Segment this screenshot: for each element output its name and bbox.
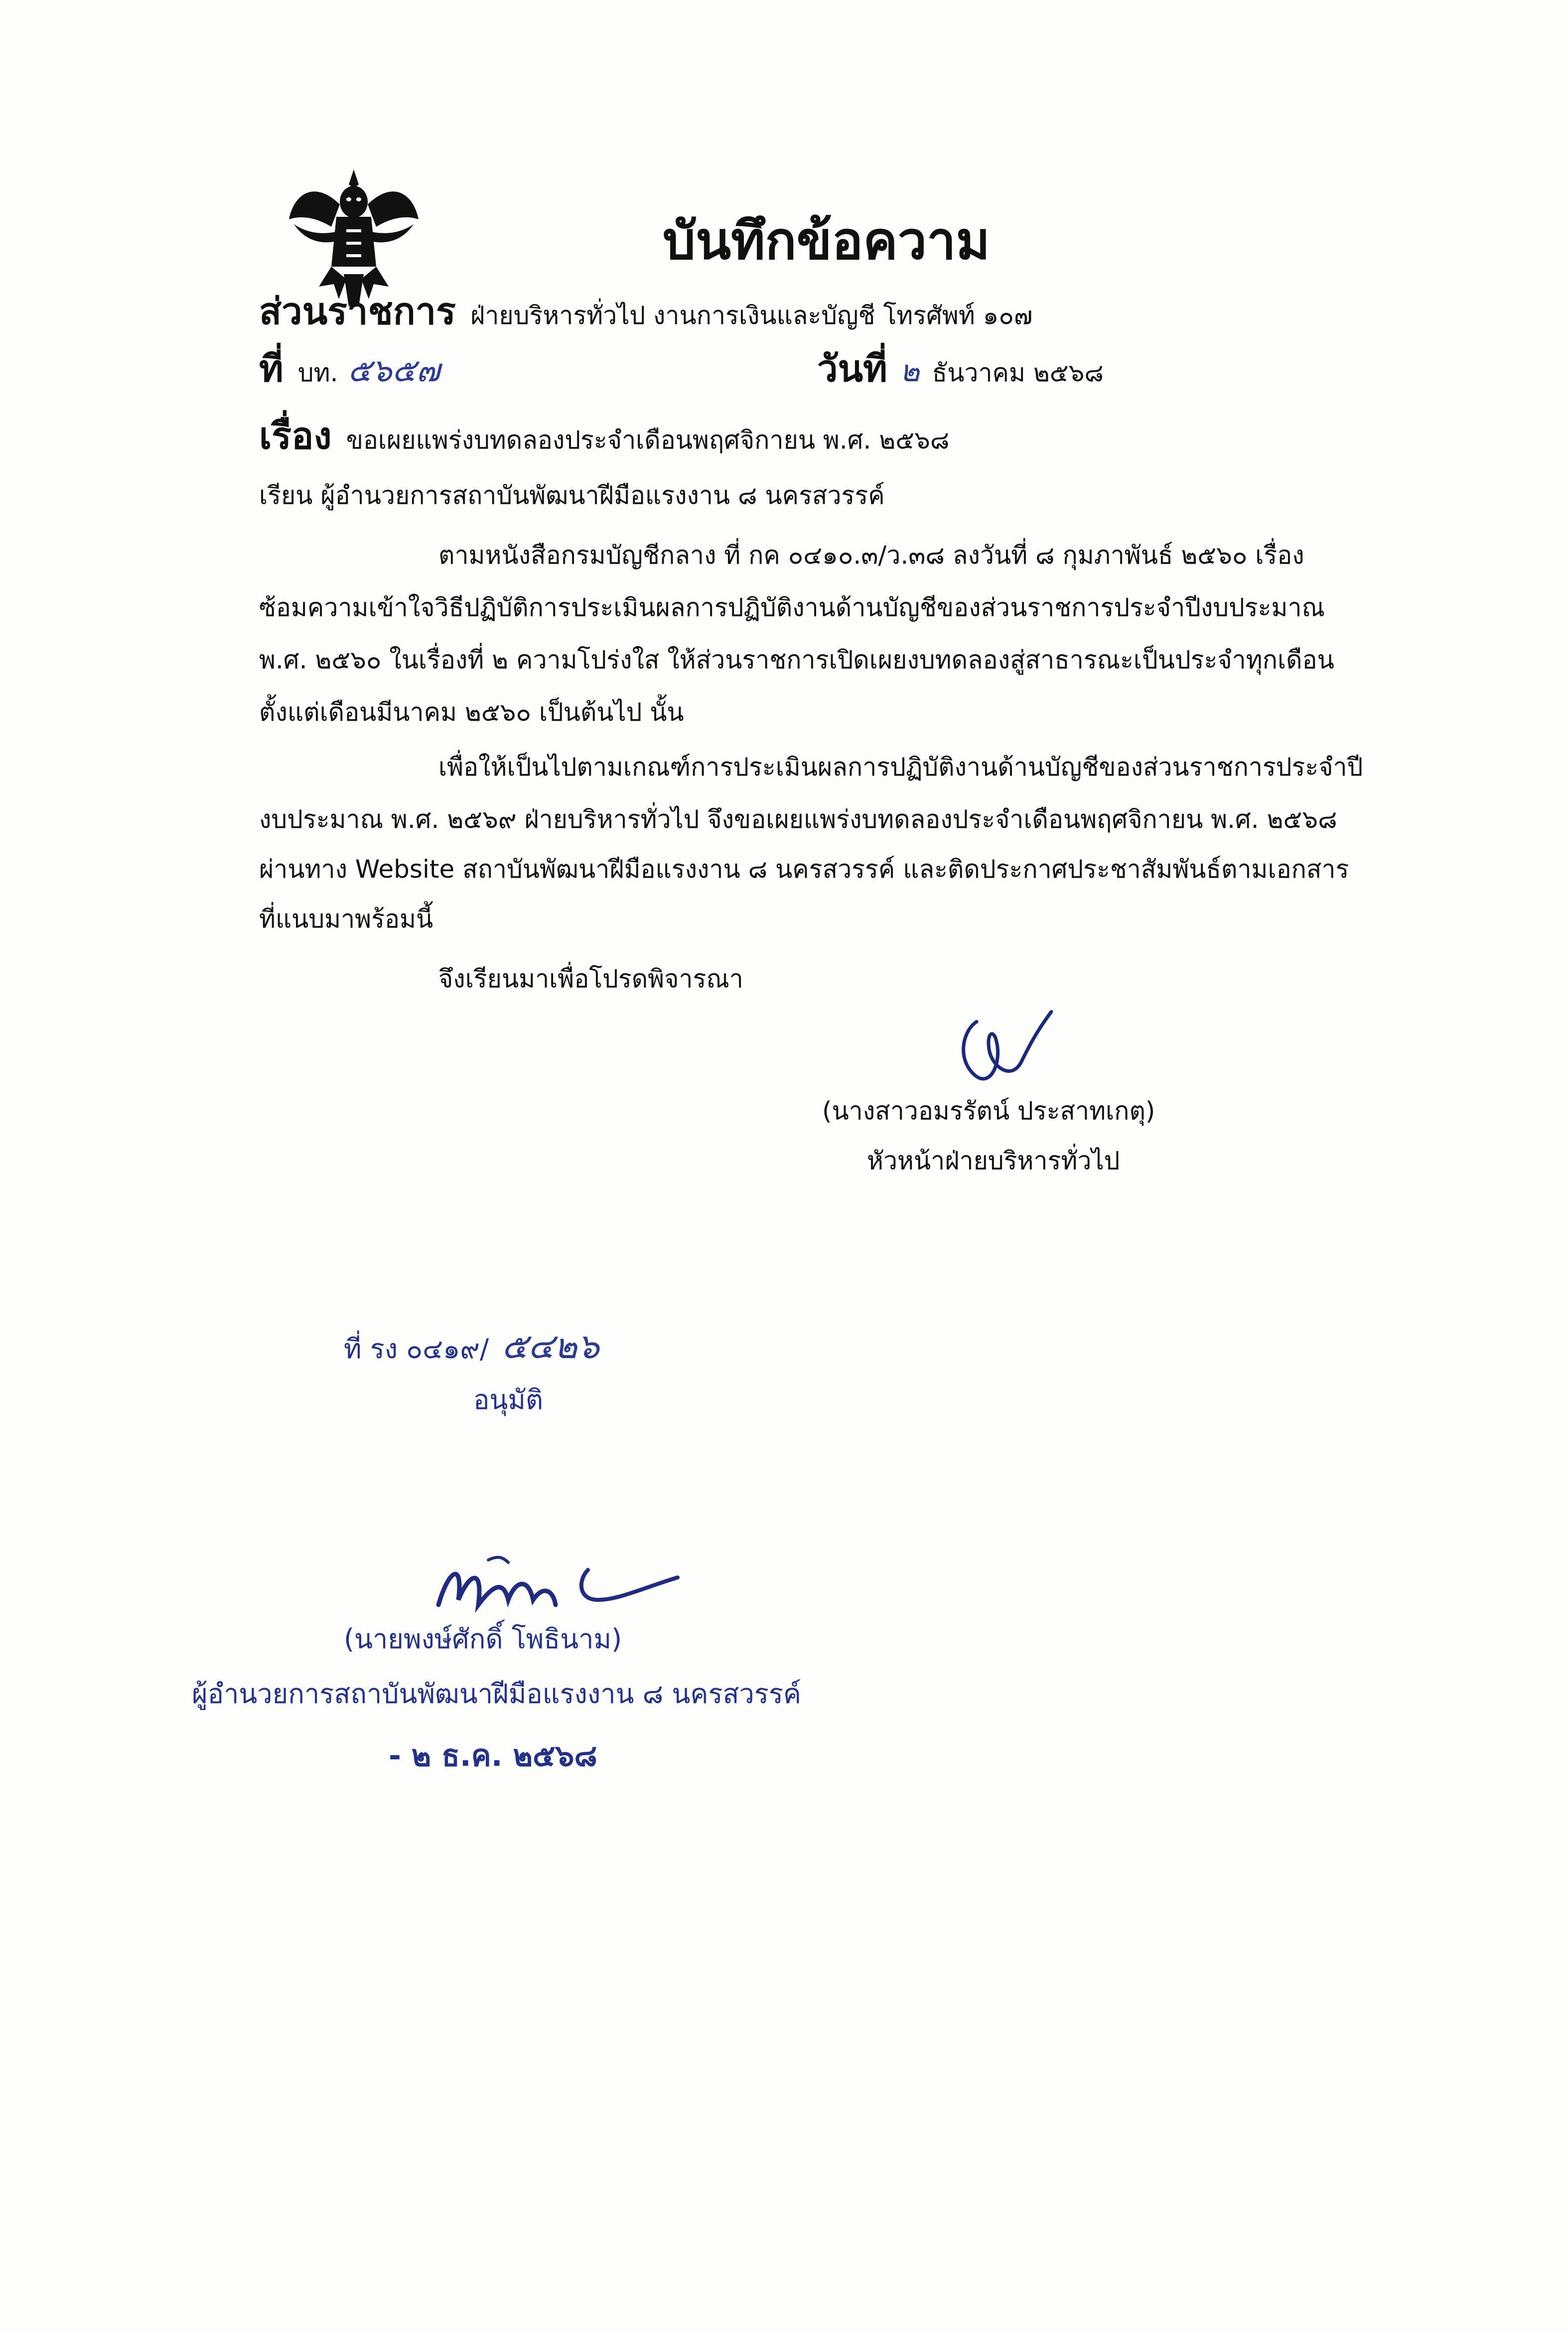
signer1-position: หัวหน้าฝ่ายบริหารทั่วไป: [867, 1146, 1120, 1175]
paragraph1-line: พ.ศ. ๒๕๖๐ ในเรื่องที่ ๒ ความโปร่งใส ให้ส่วนราชการเปิดเผยงบทดลองสู่สาธารณะเป็นประจำทุกเดือน: [259, 645, 1334, 674]
paragraph2-line: งบประมาณ พ.ศ. ๒๕๖๙ ฝ่ายบริหารทั่วไป จึงขอเผยแพร่งบทดลองประจำเดือนพฤศจิกายน พ.ศ. ๒๕๖๘: [259, 805, 1337, 834]
paragraph2-line: เพื่อให้เป็นไปตามเกณฑ์การประเมินผลการปฏิบัติงานด้านบัญชีของส่วนราชการประจำปี: [438, 753, 1363, 781]
agency-row: [259, 282, 1033, 340]
signature-head-of-general-admin: [947, 1002, 1076, 1096]
approval-reference-row: [344, 1318, 599, 1374]
approval-status: อนุมัติ: [473, 1384, 544, 1415]
salutation: เรียน ผู้อำนวยการสถาบันพัฒนาฝีมือแรงงาน ๘ นครสวรรค์: [259, 481, 885, 510]
paragraph1-line: ตั้งแต่เดือนมีนาคม ๒๕๖๐ เป็นต้นไป นั้น: [259, 698, 684, 727]
paragraph1-line: ซ้อมความเข้าใจวิธีปฏิบัติการประเมินผลการปฏิบัติงานด้านบัญชีของส่วนราชการประจำปีงบประมาณ: [259, 593, 1325, 622]
approval-date: - ๒ ธ.ค. ๒๕๖๘: [389, 1738, 597, 1773]
paragraph1-line: ตามหนังสือกรมบัญชีกลาง ที่ กค ๐๔๑๐.๓/ว.๓๘ ลงวันที่ ๘ กุมภาพันธ์ ๒๕๖๐ เรื่อง: [438, 541, 1304, 570]
date-value: ธันวาคม ๒๕๖๘: [932, 358, 1104, 387]
reference-number-handwritten: ๕๖๕๗: [347, 352, 440, 389]
subject-row: [259, 406, 949, 465]
paragraph2-line: ผ่านทาง Website สถาบันพัฒนาฝีมือแรงงาน ๘ นครสวรรค์ และติดประกาศประชาสัมพันธ์ตามเอกสาร: [259, 855, 1349, 884]
signer1-name: (นางสาวอมรรัตน์ ประสาทเกตุ): [822, 1096, 1155, 1125]
agency-value: ฝ่ายบริหารทั่วไป งานการเงินและบัญชี โทรศัพท์ ๑๐๗: [470, 301, 1033, 330]
signature-director: [428, 1530, 688, 1625]
subject-label: เรื่อง: [259, 415, 332, 458]
closing-line: จึงเรียนมาเพื่อโปรดพิจารณา: [438, 964, 743, 993]
reference-number-label: ที่: [259, 347, 284, 390]
subject-value: ขอเผยแพร่งบทดลองประจำเดือนพฤศจิกายน พ.ศ. ๒๕๖๘: [346, 426, 950, 455]
approver-position: ผู้อำนวยการสถาบันพัฒนาฝีมือแรงงาน ๘ นครสวรรค์: [192, 1678, 801, 1710]
document-title: บันทึกข้อความ: [663, 210, 991, 271]
paragraph2-line: ที่แนบมาพร้อมนี้: [259, 905, 433, 933]
approval-reference: ที่ รง ๐๔๑๙/: [344, 1333, 489, 1365]
approver-name: (นายพงษ์ศักดิ์ โพธินาม): [344, 1623, 622, 1655]
date-row: [817, 339, 1104, 398]
agency-label: ส่วนราชการ: [259, 290, 456, 333]
reference-number-prefix: บท.: [297, 358, 338, 387]
approval-reference-handwritten: ๕๔๒๖: [501, 1326, 599, 1367]
reference-number-row: [259, 339, 440, 398]
date-label: วันที่: [817, 347, 887, 390]
date-handwritten: ๒: [900, 354, 920, 389]
